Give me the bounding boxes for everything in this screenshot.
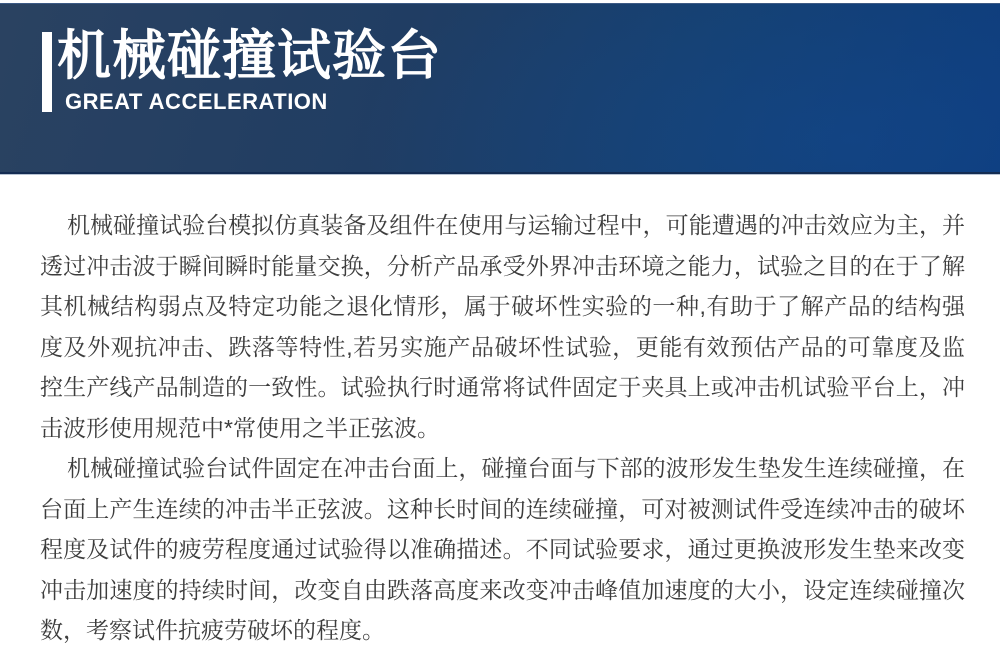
page-title: 机械碰撞试验台 [57,26,442,86]
header-banner [0,3,1000,174]
description-section [40,205,965,651]
page-subtitle: GREAT ACCELERATION [65,89,328,114]
description-paragraph-2: 机械碰撞试验台试件固定在冲击台面上，碰撞台面与下部的波形发生垫发生连续碰撞，在台面上产生连续的冲击半正弦波。这种长时间的连续碰撞，可对被测试件受连续冲击的破坏程度及试件的疲劳程度通过试验得以准确描述。不同试验要求，通过更换波形发生垫来改变冲击加速度的持续时间，改变自由跌落高度来改变冲击峰值加速度的大小，设定连续碰撞次数，考察试件抗疲劳破坏的程度。 [40,455,965,643]
title-accent-bar [42,32,52,112]
description-paragraph-1: 机械碰撞试验台模拟仿真装备及组件在使用与运输过程中，可能遭遇的冲击效应为主，并透过冲击波于瞬间瞬时能量交换，分析产品承受外界冲击环境之能力，试验之目的在于了解其机械结构弱点及特定功能之退化情形，属于破坏性实验的一种,有助于了解产品的结构强度及外观抗冲击、跌落等特性,若另实施产品破坏性试验，更能有效预估产品的可靠度及监控生产线产品制造的一致性。试验执行时通常将试件固定于夹具上或冲击机试验平台上，冲击波形使用规范中*常使用之半正弦波。 [40,212,965,441]
